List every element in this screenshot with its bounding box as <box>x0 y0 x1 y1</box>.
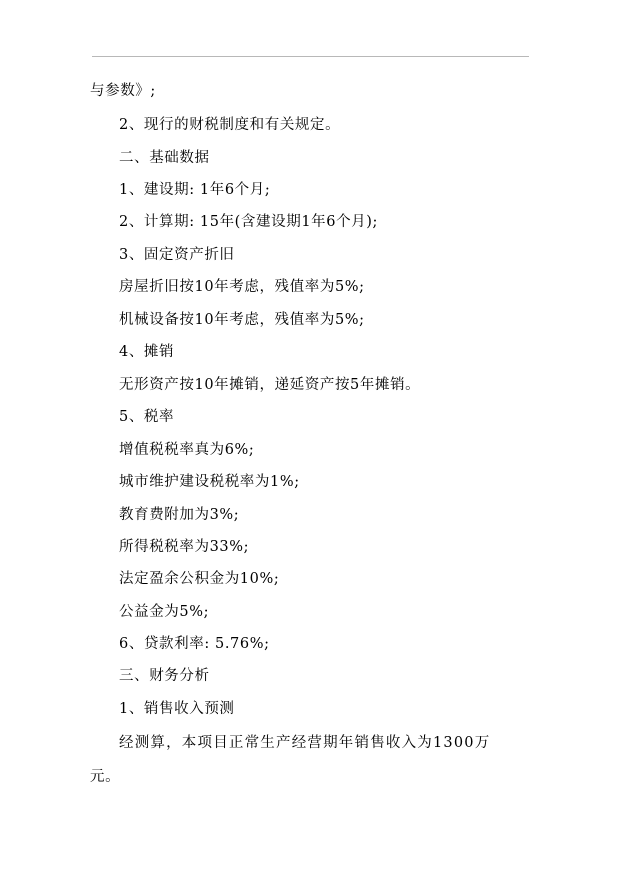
text-line-surplus-reserve: 法定盈余公积金为10%; <box>119 571 280 587</box>
text-line-welfare-fund: 公益金为5%; <box>119 604 210 620</box>
header-rule <box>92 56 529 57</box>
text-line-education-surcharge: 教育费附加为3%; <box>119 507 240 523</box>
text-line-sales-revenue: 经测算，本项目正常生产经营期年销售收入为1300万 <box>119 735 491 751</box>
text-line-calculation-period: 2、计算期: 15年(含建设期1年6个月); <box>119 214 379 230</box>
text-line-continuation: 与参数》; <box>90 83 156 99</box>
text-line-city-tax: 城市维护建设税税率为1%; <box>119 474 300 490</box>
subheading-tax-rates: 5、税率 <box>119 409 175 425</box>
text-line-building-depreciation: 房屋折旧按10年考虑，残值率为5%; <box>119 279 365 295</box>
text-line-construction-period: 1、建设期: 1年6个月; <box>119 182 271 198</box>
subheading-depreciation: 3、固定资产折旧 <box>119 247 235 263</box>
text-line-tax-regulations: 2、现行的财税制度和有关规定。 <box>119 117 341 133</box>
text-line-vat: 增值税税率真为6%; <box>119 442 255 458</box>
text-line-sales-revenue-end: 元。 <box>90 769 121 785</box>
heading-financial-analysis: 三、财务分析 <box>119 668 210 684</box>
subheading-amortization: 4、摊销 <box>119 344 175 360</box>
text-line-loan-rate: 6、贷款利率: 5.76%; <box>119 636 270 652</box>
text-line-equipment-depreciation: 机械设备按10年考虑，残值率为5%; <box>119 312 365 328</box>
text-line-amortization: 无形资产按10年摊销，递延资产按5年摊销。 <box>119 377 421 393</box>
subheading-sales-forecast: 1、销售收入预测 <box>119 701 235 717</box>
heading-basic-data: 二、基础数据 <box>119 150 210 166</box>
text-line-income-tax: 所得税税率为33%; <box>119 539 250 555</box>
